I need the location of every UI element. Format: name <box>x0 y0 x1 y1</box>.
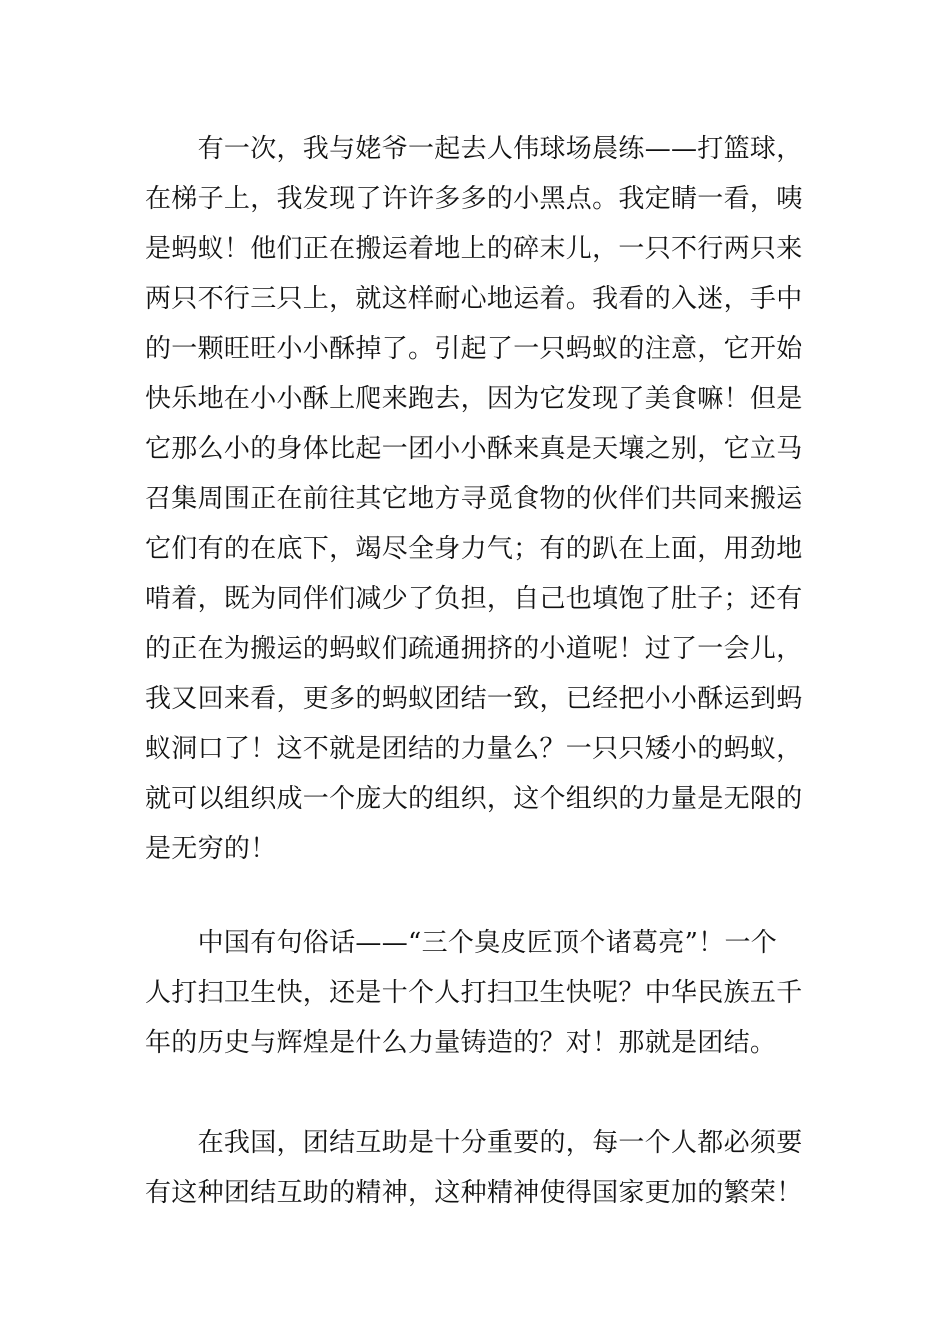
text-line: 的正在为搬运的蚂蚁们疏通拥挤的小道呢！过了一会儿， <box>145 634 803 664</box>
paragraph-ants <box>145 124 810 874</box>
text-line: 年的历史与辉煌是什么力量铸造的？对！那就是团结。 <box>145 1028 777 1058</box>
text-line: 快乐地在小小酥上爬来跑去，因为它发现了美食嘛！但是 <box>145 384 803 414</box>
text-line: 有一次，我与姥爷一起去人伟球场晨练——打篮球， <box>145 134 803 164</box>
text-line: 的一颗旺旺小小酥掉了。引起了一只蚂蚁的注意，它开始 <box>145 334 803 364</box>
text-line: 蚁洞口了！这不就是团结的力量么？一只只矮小的蚂蚁， <box>145 734 803 764</box>
text-line: 在梯子上，我发现了许许多多的小黑点。我定睛一看，咦 <box>145 184 803 214</box>
text-line: 就可以组织成一个庞大的组织，这个组织的力量是无限的 <box>145 784 803 814</box>
paragraph-proverb <box>145 918 810 1068</box>
text-line: 啃着，既为同伴们减少了负担，自己也填饱了肚子；还有 <box>145 584 803 614</box>
text-line: 是蚂蚁！他们正在搬运着地上的碎末儿，一只不行两只来 <box>145 234 803 264</box>
text-line: 召集周围正在前往其它地方寻觅食物的伙伴们共同来搬运 <box>145 484 803 514</box>
text-line: 我又回来看，更多的蚂蚁团结一致，已经把小小酥运到蚂 <box>145 684 803 714</box>
text-line: 中国有句俗话——“三个臭皮匠顶个诸葛亮”！一个 <box>145 928 778 958</box>
text-line: 在我国，团结互助是十分重要的，每一个人都必须要 <box>145 1128 803 1158</box>
text-line: 它那么小的身体比起一团小小酥来真是天壤之别，它立马 <box>145 434 803 464</box>
text-line: 是无穷的！ <box>145 834 277 864</box>
text-line: 有这种团结互助的精神，这种精神使得国家更加的繁荣！ <box>145 1178 803 1208</box>
text-line: 人打扫卫生快，还是十个人打扫卫生快呢？中华民族五千 <box>145 978 803 1008</box>
text-line: 两只不行三只上，就这样耐心地运着。我看的入迷，手中 <box>145 284 803 314</box>
paragraph-conclusion <box>145 1118 810 1218</box>
text-line: 它们有的在底下，竭尽全身力气；有的趴在上面，用劲地 <box>145 534 803 564</box>
